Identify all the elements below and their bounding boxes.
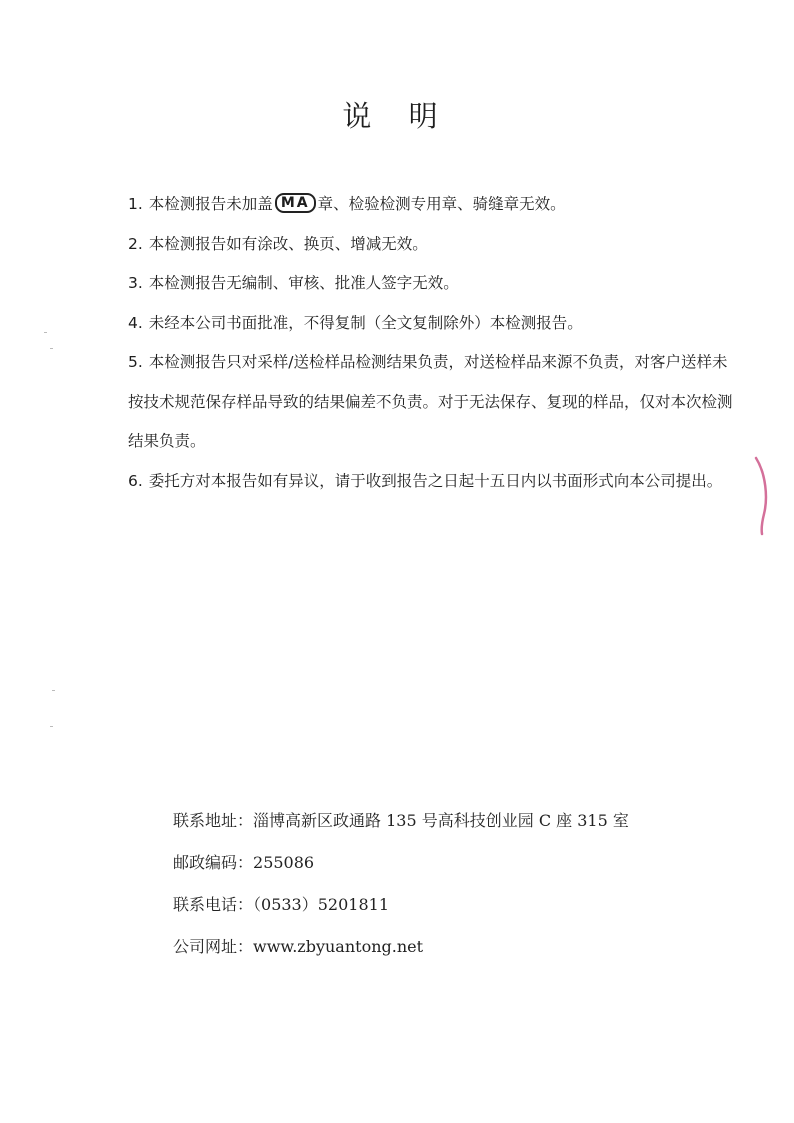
item-text: 本检测报告如有涂改、换页、增减无效。 — [148, 234, 428, 253]
item-text: 委托方对本报告如有异议，请于收到报告之日起十五日内以书面形式向本公司提出。 — [148, 471, 723, 490]
item-text: 本检测报告只对采样/送检样品检测结果负责，对送检样品来源不负责，对客户送样未按技术规范保存样品导致的结果偏差不负责。对于无法保存、复现的样品，仅对本次检测结果负责。 — [128, 353, 733, 450]
scan-speck — [50, 348, 53, 349]
website-value: www.zbyuantong.net — [253, 937, 424, 956]
phone-label: 联系电话： — [173, 895, 254, 914]
item-text: 章、检验检测专用章、骑缝章无效。 — [317, 195, 566, 213]
page-title: 说 明 — [342, 99, 452, 133]
list-item — [128, 264, 740, 304]
contact-phone — [173, 884, 629, 926]
item-text: 本检测报告未加盖 — [148, 195, 273, 213]
contact-info — [173, 800, 629, 968]
item-text: 本检测报告无编制、审核、批准人签字无效。 — [148, 274, 459, 292]
item-text: 未经本公司书面批准，不得复制（全文复制除外）本检测报告。 — [148, 313, 583, 332]
list-item — [128, 304, 740, 344]
postcode-value: 255086 — [253, 853, 315, 872]
item-number: 2. — [128, 234, 143, 253]
address-value: 淄博高新区政通路 135 号高科技创业园 C 座 315 室 — [253, 811, 629, 830]
website-label: 公司网址： — [173, 937, 254, 956]
item-number: 5. — [128, 353, 143, 371]
scan-speck — [50, 726, 53, 727]
scan-speck — [44, 332, 47, 333]
list-item — [128, 225, 740, 265]
item-number: 4. — [128, 313, 143, 332]
notice-list — [128, 185, 740, 501]
list-item — [128, 185, 740, 225]
scan-speck — [52, 690, 55, 691]
list-item — [128, 343, 740, 462]
item-number: 1. — [128, 195, 143, 213]
postcode-label: 邮政编码： — [173, 853, 254, 872]
cma-logo: MA — [275, 193, 316, 213]
address-label: 联系地址： — [173, 811, 254, 830]
list-item — [128, 462, 740, 502]
seal-edge-mark — [752, 456, 772, 536]
item-number: 6. — [128, 471, 143, 490]
item-number: 3. — [128, 274, 143, 292]
contact-website — [173, 926, 629, 968]
contact-address — [173, 800, 629, 842]
phone-value: （0533）5201811 — [253, 895, 389, 914]
contact-postcode — [173, 842, 629, 884]
